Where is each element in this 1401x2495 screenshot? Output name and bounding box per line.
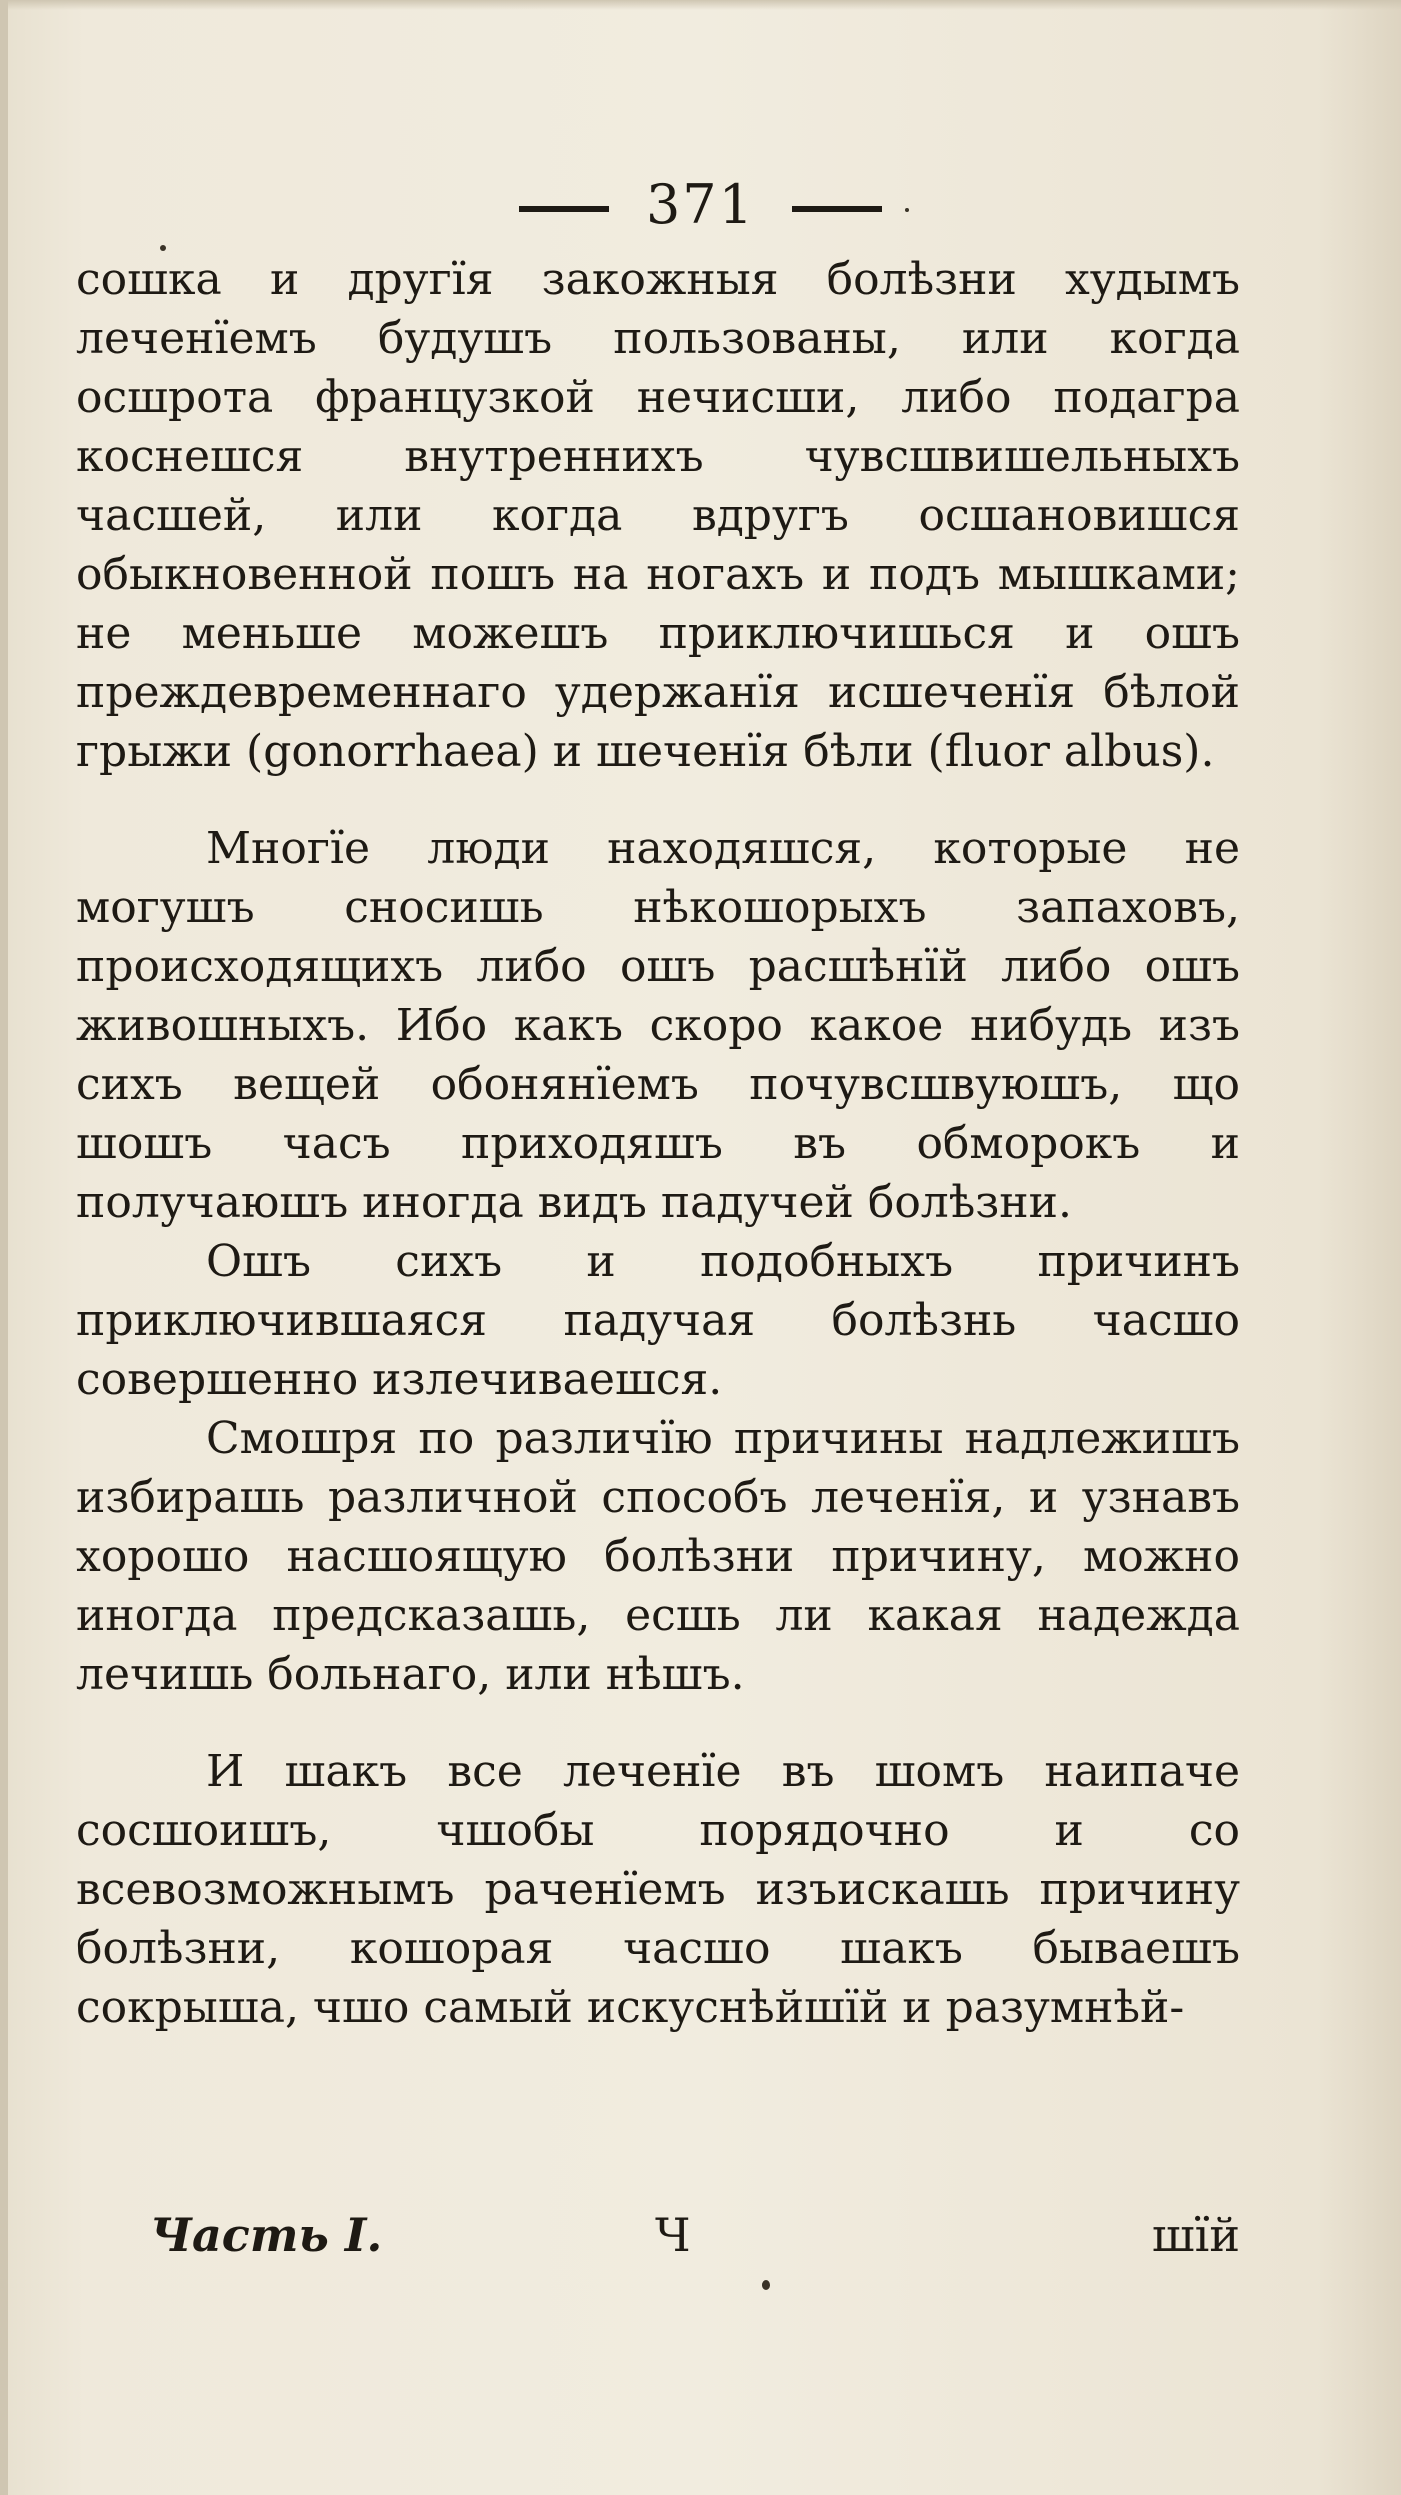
page-header <box>0 170 1401 240</box>
paragraph-5: И шакъ все леченїе въ шомъ наипаче сосшоишъ, чшобы порядочно и со всевозможнымъ раченїемъ изъискашь причину болѣзни, кошорая часшо шакъ бываешъ сокрыша, чшо самый искуснѣйшїй и разумнѣй- <box>76 1746 1240 2033</box>
catchword: шїй <box>1151 2208 1240 2262</box>
paragraph-2: Многїе люди находяшся, которые не могушъ сносишь нѣкошорыхъ запаховъ, происходящихъ либо ошъ расшѣнїй либо ошъ живошныхъ. Ибо какъ скоро какое нибудь изъ сихъ вещей обонянїемъ почувсшвуюшъ, що шошъ часъ приходяшъ въ обморокъ и получаюшъ иногда видъ падучей болѣзни. <box>76 823 1240 1228</box>
page-footer <box>150 2205 1240 2265</box>
part-label: Часть I. <box>150 2208 383 2262</box>
page-left-edge <box>0 0 8 2495</box>
ink-speck <box>905 208 909 212</box>
header-dash-right <box>792 206 882 212</box>
ink-speck <box>160 245 166 251</box>
paragraph-3: Ошъ сихъ и подобныхъ причинъ приключившаяся падучая болѣзнь часшо совершенно излечиваешся. <box>76 1236 1240 1405</box>
paragraph-4: Смошря по различїю причины надлежишъ избирашь различной способъ леченїя, и узнавъ хорошо насшоящую болѣзни причину, можно иногда предсказашь, есшь ли какая надежда лечишь больнаго, или нѣшъ. <box>76 1413 1240 1700</box>
paragraph-1: сошка и другїя закожныя болѣзни худымъ леченїемъ будушъ пользованы, или когда осшрота французкой нечисши, либо подагра коснешся внутреннихъ чувсшвишельныхъ часшей, или когда вдругъ осшановишся обыкновенной пошъ на ногахъ и подъ мышками; не меньше можешъ приключишься и ошъ преждевременнаго удержанїя исшеченїя бѣлой грыжи (gonorrhaea) и шеченїя бѣли (fluor albus). <box>76 254 1240 777</box>
signature-mark: Ч <box>655 2208 691 2262</box>
page-number: 371 <box>645 173 756 236</box>
page-top-edge <box>0 0 1401 10</box>
header-dash-left <box>519 206 609 212</box>
body-text <box>76 250 1240 2037</box>
ink-speck <box>762 2280 770 2290</box>
